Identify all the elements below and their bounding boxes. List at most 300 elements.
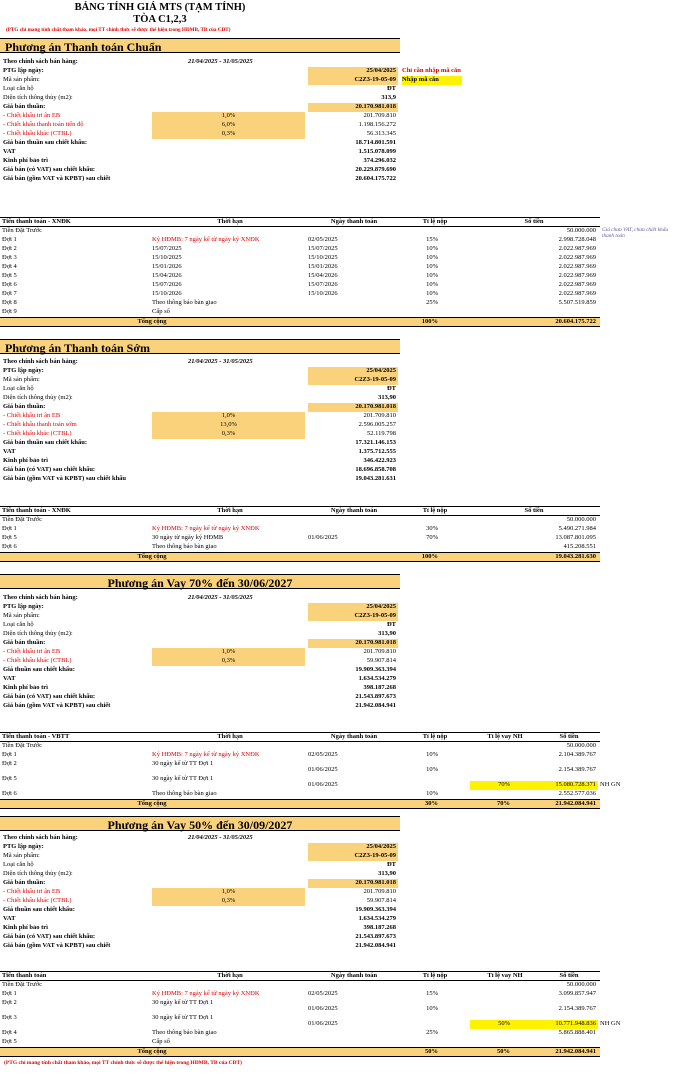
column-header: Tỉ lệ vay NH: [487, 972, 523, 979]
row-label: Loại căn hộ: [3, 621, 34, 628]
column-header: Tỉ lệ nộp: [422, 507, 448, 514]
table-header: [0, 217, 600, 227]
bank-note: NH GN: [600, 1020, 621, 1027]
table-row: [0, 299, 600, 308]
payment-pct: 25%: [426, 1029, 438, 1036]
row-value: 18.714.801.591: [355, 139, 396, 146]
payment-pct: 10%: [426, 272, 438, 279]
installment-name: Đợt 2: [2, 245, 17, 252]
payment-pct: 10%: [426, 290, 438, 297]
installment-term: 30 ngày kể từ TT Đợt 1: [152, 1014, 214, 1021]
summary-row: [0, 76, 673, 85]
bank-note: NH GN: [600, 781, 621, 788]
row-label: Giá bán (gồm VAT và KPBT) sau chiết: [3, 702, 111, 709]
summary-row: [0, 85, 673, 94]
row-label: Diện tích thông thủy (m2):: [3, 870, 73, 877]
payment-date: 02/05/2025: [308, 236, 338, 243]
loan-pct: [470, 1029, 540, 1038]
summary-row: [0, 175, 673, 184]
payment-pct: 10%: [426, 263, 438, 270]
discount-row: [0, 112, 673, 121]
table-row: [0, 263, 600, 272]
discount-amount: 52.119.798: [366, 430, 396, 437]
row-label: PTG lập ngày:: [3, 843, 44, 850]
loan-pct: [470, 766, 540, 775]
total-label: Tổng cộng: [137, 800, 167, 807]
summary-row: [0, 58, 673, 67]
column-header: Tỉ lệ vay NH: [487, 733, 523, 740]
row-label: PTG lập ngày:: [3, 67, 44, 74]
table-row: [0, 775, 621, 790]
row-range: 21/04/2025 - 31/05/2025: [188, 58, 253, 65]
amount: 415.208.551: [563, 543, 596, 550]
total-label: Tổng cộng: [137, 1048, 167, 1055]
discount-pct: 1,0%: [152, 648, 305, 657]
installment-term: Theo thông báo bàn giao: [152, 1029, 217, 1036]
row-label: Giá thuần sau chiết khấu:: [3, 906, 75, 913]
row-value: 25/04/2025: [308, 603, 398, 612]
discount-amount: 56.313.345: [366, 130, 396, 137]
payment-date: 15/10/2026: [308, 290, 338, 297]
row-label: PTG lập ngày:: [3, 367, 44, 374]
row-range: 21/04/2025 - 31/05/2025: [188, 594, 253, 601]
amount: 2.552.577.036: [558, 790, 596, 797]
column-header: Tiến thanh toán: [2, 972, 47, 979]
discount-amount: 59.907.814: [366, 897, 396, 904]
row-label: PTG lập ngày:: [3, 603, 44, 610]
row-label: Giá bán thuần:: [3, 403, 46, 410]
table-row: [0, 290, 600, 299]
installment-name: Đợt 4: [2, 263, 17, 270]
installment-name: Đợt 1: [2, 525, 17, 532]
row-label: Giá bán (có VAT) sau chiết khấu:: [3, 693, 96, 700]
installment-name: Đợt 5: [2, 534, 17, 541]
section-title: Phương án Thanh toán Chuẩn: [0, 38, 400, 53]
amount: [540, 1038, 598, 1047]
table-total: [0, 552, 600, 562]
amount: 2.154.389.767: [558, 1005, 596, 1012]
column-header: Thời hạn: [217, 972, 243, 979]
row-value: 398.187.268: [363, 924, 396, 931]
row-range: 21/04/2025 - 31/05/2025: [188, 358, 253, 365]
column-header: Thời hạn: [217, 218, 243, 225]
column-header: Tỉ lệ nộp: [422, 972, 448, 979]
payment-date: 02/05/2025: [308, 990, 338, 997]
row-value: 374.296.032: [363, 157, 396, 164]
summary-row: [0, 834, 673, 843]
row-label: VAT: [3, 448, 16, 455]
row-value: 1.375.712.555: [358, 448, 396, 455]
discount-pct: 0,3%: [152, 130, 305, 139]
payment-date: 15/10/2025: [308, 254, 338, 261]
page-subtitle: TÒA C1,2,3: [133, 14, 187, 25]
discount-pct: 1,0%: [152, 888, 305, 897]
table-total: [0, 1047, 600, 1057]
discount-row: [0, 430, 673, 439]
table-total: [0, 317, 600, 327]
payment-pct: 10%: [426, 281, 438, 288]
summary-row: [0, 630, 673, 639]
installment-name: Đợt 6: [2, 790, 17, 797]
discount-amount: 2.596.005.257: [358, 421, 396, 428]
column-header: Tiến thanh toán - XNĐK: [2, 218, 71, 225]
discount-row: [0, 130, 673, 139]
installment-name: Đợt 1: [2, 236, 17, 243]
loan-pct: [470, 990, 540, 999]
installment-term: Cấp sổ: [152, 1038, 170, 1045]
row-value: ĐT: [386, 385, 396, 392]
row-value: C2Z3-19-05-09: [308, 376, 398, 385]
installment-term: Ký HĐMB: 7 ngày kể từ ngày ký XNĐK: [152, 236, 260, 243]
table-row: [0, 245, 600, 254]
summary-row: [0, 879, 673, 888]
summary-row: [0, 870, 673, 879]
row-value: 19.909.363.394: [355, 906, 396, 913]
row-label: Mã sản phẩm:: [3, 76, 40, 83]
installment-term: 30 ngày kể từ TT Đợt 1: [152, 760, 214, 767]
installment-term: 30 ngày kể từ TT Đợt 1: [152, 999, 214, 1006]
summary-row: [0, 94, 673, 103]
total-amount: 21.942.084.941: [555, 800, 596, 807]
discount-pct: 0,3%: [152, 897, 305, 906]
side-note: Giá chưa VAT, chưa chiết khấu thanh toán: [602, 227, 668, 240]
row-value: 1.634.534.279: [358, 675, 396, 682]
row-range: 21/04/2025 - 31/05/2025: [188, 834, 253, 841]
table-row: [0, 543, 600, 552]
table-row: [0, 308, 600, 317]
discount-amount: 201.709.810: [363, 112, 396, 119]
installment-name: Đợt 1: [2, 751, 17, 758]
column-header: Số tiền: [524, 218, 544, 225]
discount-row: [0, 657, 673, 666]
installment-name: Đợt 8: [2, 299, 17, 306]
amount: 2.022.987.969: [558, 245, 596, 252]
amount: 50.000.000: [566, 516, 596, 523]
installment-term: Ký HĐMB: 7 ngày kể từ ngày ký XNĐK: [152, 751, 260, 758]
row-value: 21.543.897.673: [355, 933, 396, 940]
row-label: Giá bán thuần:: [3, 879, 46, 886]
row-value: 17.321.146.153: [355, 439, 396, 446]
row-label: Giá bán thuần sau chiết khấu:: [3, 139, 87, 146]
installment-name: Tiền Đặt Trước: [2, 742, 42, 749]
summary-row: [0, 439, 673, 448]
discount-label: - Chiết khấu tri ân EB: [3, 112, 61, 119]
amount: 2.022.987.969: [558, 254, 596, 261]
section-standard-payment: [0, 38, 673, 53]
installment-term: 30 ngày kể từ TT Đợt 1: [152, 775, 214, 782]
row-label: Mã sản phẩm:: [3, 376, 40, 383]
row-label: Theo chính sách bán hàng:: [3, 58, 78, 65]
column-header: Thời hạn: [217, 507, 243, 514]
row-label: Mã sản phẩm:: [3, 612, 40, 619]
discount-pct: 0,3%: [152, 657, 305, 666]
loan-pct: [470, 981, 540, 990]
loan-pct: [470, 790, 540, 799]
loan50-schedule-table: [0, 971, 673, 1057]
summary-row: [0, 684, 673, 693]
amount: 2.022.987.969: [558, 290, 596, 297]
column-header: Ngày thanh toán: [330, 507, 378, 514]
row-label: Theo chính sách bán hàng:: [3, 834, 78, 841]
discount-label: - Chiết khấu khác (CTBL): [3, 430, 72, 437]
amount: 2.022.987.969: [558, 263, 596, 270]
section-early-payment: [0, 339, 673, 354]
row-value: 1.634.534.279: [358, 915, 396, 922]
section-loan-50: [0, 816, 673, 831]
summary-row: [0, 639, 673, 648]
row-label: VAT: [3, 675, 16, 682]
payment-date: 02/05/2025: [308, 751, 338, 758]
row-value: 19.909.363.394: [355, 666, 396, 673]
installment-term: 15/07/2026: [152, 281, 182, 288]
row-value: C2Z3-19-05-09: [308, 76, 398, 85]
section-title: Phương án Vay 50% đến 30/09/2027: [0, 816, 400, 831]
loan-pct: [470, 751, 540, 760]
payment-date: 01/06/2025: [308, 766, 338, 773]
amount: 50.000.000: [566, 981, 596, 988]
table-row: [0, 790, 600, 799]
summary-row: [0, 666, 673, 675]
early-schedule-table: [0, 506, 673, 562]
discount-label: - Chiết khấu thanh toán sớm: [3, 421, 77, 428]
discount-row: [0, 897, 673, 906]
total-loan: 50%: [497, 1048, 510, 1055]
summary-row: [0, 466, 673, 475]
summary-row: [0, 915, 673, 924]
installment-name: Tiền Đặt Trước: [2, 981, 42, 988]
table-row: [0, 525, 600, 534]
table-row: [0, 742, 600, 751]
row-value: 25/04/2025: [308, 843, 398, 852]
section-loan-70: [0, 574, 673, 589]
installment-name: Đợt 3: [2, 1014, 17, 1021]
loan-pct: 50%: [470, 1020, 540, 1029]
table-row: [0, 751, 600, 760]
row-value: 19.043.281.631: [355, 475, 396, 482]
discount-row: [0, 421, 673, 430]
row-note: Chỉ cần nhập mã căn: [402, 67, 461, 74]
discount-label: - Chiết khấu thanh toán tiến độ: [3, 121, 84, 128]
discount-amount: 1.198.156.272: [358, 121, 396, 128]
installment-name: Tiền Đặt Trước: [2, 227, 42, 234]
amount: 15.080.728.371: [540, 781, 598, 790]
table-total: [0, 799, 600, 809]
row-value: C2Z3-19-05-09: [308, 612, 398, 621]
row-value: 20.170.981.018: [308, 639, 398, 648]
table-row: [0, 1029, 600, 1038]
row-value: C2Z3-19-05-09: [308, 852, 398, 861]
amount: 2.022.987.969: [558, 281, 596, 288]
discount-amount: 59.907.814: [366, 657, 396, 664]
total-pct: 100%: [421, 553, 438, 560]
table-row: [0, 236, 600, 245]
total-pct: 50%: [425, 1048, 438, 1055]
installment-name: Đợt 1: [2, 990, 17, 997]
summary-row: [0, 603, 673, 612]
row-label: Theo chính sách bán hàng:: [3, 594, 78, 601]
installment-term: 15/01/2026: [152, 263, 182, 270]
installment-name: Đợt 7: [2, 290, 17, 297]
installment-term: 30 ngày từ ngày ký HĐMB: [152, 534, 224, 541]
row-label: Giá bán thuần:: [3, 103, 46, 110]
section-title: Phương án Vay 70% đến 30/06/2027: [0, 574, 400, 589]
row-label: Giá bán (gồm VAT và KPBT) sau chiết: [3, 942, 111, 949]
amount: 2.154.389.767: [558, 766, 596, 773]
discount-label: - Chiết khấu tri ân EB: [3, 412, 61, 419]
row-value: 25/04/2025: [308, 67, 398, 76]
discount-pct: 13,0%: [152, 421, 305, 430]
row-value: 398.187.268: [363, 684, 396, 691]
column-header: Ngày thanh toán: [330, 972, 378, 979]
row-label: Mã sản phẩm:: [3, 852, 40, 859]
footer-disclaimer: (PTG chỉ mang tính chất tham khảo, mọi TT chính thức sẽ được thể hiện trong HĐMB, TB của CĐT): [4, 1060, 242, 1066]
column-header: Tỉ lệ nộp: [422, 218, 448, 225]
total-pct: 100%: [421, 318, 438, 325]
table-row: [0, 227, 600, 236]
row-value: 21.942.084.941: [355, 942, 396, 949]
discount-label: - Chiết khấu khác (CTBL): [3, 897, 72, 904]
summary-row: [0, 702, 673, 711]
row-label: Kinh phí bảo trì: [3, 457, 48, 464]
payment-pct: 10%: [426, 254, 438, 261]
summary-row: [0, 139, 673, 148]
early-summary: [0, 358, 673, 484]
disclaimer: (PTG chỉ mang tính chất tham khảo, mọi TT chính thức sẽ được thể hiện trong HĐMB, TB của CĐT): [6, 27, 231, 33]
total-label: Tổng cộng: [137, 553, 167, 560]
payment-pct: 15%: [426, 990, 438, 997]
row-label: Giá thuần sau chiết khấu:: [3, 666, 75, 673]
summary-row: [0, 843, 673, 852]
discount-pct: 0,3%: [152, 430, 305, 439]
table-header: [0, 732, 600, 742]
column-header: Tiến thanh toán - VBTT: [2, 733, 70, 740]
discount-amount: 201.709.810: [363, 888, 396, 895]
amount: [470, 308, 598, 317]
payment-date: 01/06/2025: [308, 781, 338, 788]
loan-pct: [470, 1005, 540, 1014]
row-value: 20.170.981.018: [308, 879, 398, 888]
discount-row: [0, 121, 673, 130]
summary-row: [0, 675, 673, 684]
installment-name: Đợt 5: [2, 1038, 17, 1045]
row-value: 20.170.981.018: [308, 403, 398, 412]
loan-pct: [470, 1038, 540, 1047]
standard-schedule-table: [0, 217, 673, 327]
payment-date: 01/06/2025: [308, 534, 338, 541]
installment-term: 15/10/2026: [152, 290, 182, 297]
payment-pct: 10%: [426, 245, 438, 252]
discount-label: - Chiết khấu khác (CTBL): [3, 130, 72, 137]
amount: 5.507.519.859: [558, 299, 596, 306]
column-header: Số tiền: [559, 733, 579, 740]
table-row: [0, 254, 600, 263]
discount-row: [0, 412, 673, 421]
row-value: 20.229.879.690: [355, 166, 396, 173]
row-label: Diện tích thông thủy (m2):: [3, 394, 73, 401]
row-label: Loại căn hộ: [3, 861, 34, 868]
installment-name: Đợt 2: [2, 760, 17, 767]
amount: 50.000.000: [566, 227, 596, 234]
total-amount: 20.604.175.722: [555, 318, 596, 325]
summary-row: [0, 475, 673, 484]
summary-row: [0, 612, 673, 621]
loan-pct: [470, 742, 540, 751]
loan70-summary: [0, 594, 673, 711]
payment-pct: 10%: [426, 751, 438, 758]
row-value: 1.515.078.099: [358, 148, 396, 155]
table-row: [0, 1038, 600, 1047]
row-value: 313,90: [378, 630, 396, 637]
summary-row: [0, 594, 673, 603]
summary-row: [0, 394, 673, 403]
table-row: [0, 760, 600, 775]
summary-row: [0, 103, 673, 112]
summary-row: [0, 924, 673, 933]
summary-row: [0, 367, 673, 376]
discount-amount: 201.709.810: [363, 412, 396, 419]
loan-pct: 70%: [470, 781, 540, 790]
installment-name: Đợt 5: [2, 272, 17, 279]
installment-name: Tiền Đặt Trước: [2, 516, 42, 523]
installment-name: Đợt 6: [2, 281, 17, 288]
summary-row: [0, 358, 673, 367]
table-row: [0, 272, 600, 281]
column-header: Tỉ lệ nộp: [422, 733, 448, 740]
amount: 2.998.728.048: [558, 236, 596, 243]
summary-row: [0, 906, 673, 915]
installment-term: Theo thông báo bàn giao: [152, 543, 217, 550]
payment-pct: 10%: [426, 790, 438, 797]
summary-row: [0, 933, 673, 942]
table-row: [0, 516, 600, 525]
summary-row: [0, 942, 673, 951]
payment-date: 15/01/2026: [308, 263, 338, 270]
installment-name: Đợt 4: [2, 1029, 17, 1036]
total-amount: 21.942.084.941: [555, 1048, 596, 1055]
table-row: [0, 1014, 621, 1029]
row-label: Kinh phí bảo trì: [3, 924, 48, 931]
row-label: Giá bán thuần:: [3, 639, 46, 646]
installment-name: Đợt 5: [2, 775, 17, 782]
row-label: Diện tích thông thủy (m2):: [3, 630, 73, 637]
total-loan: 70%: [497, 800, 510, 807]
row-label: VAT: [3, 148, 16, 155]
installment-name: Đợt 3: [2, 254, 17, 261]
installment-term: Ký HĐMB: 7 ngày kể từ ngày ký XNĐK: [152, 525, 260, 532]
table-row: [0, 281, 600, 290]
row-label: Theo chính sách bán hàng:: [3, 358, 78, 365]
column-header: Số tiền: [559, 972, 579, 979]
row-label: Loại căn hộ: [3, 385, 34, 392]
payment-date: 01/06/2025: [308, 1020, 338, 1027]
summary-row: [0, 67, 673, 76]
amount: 5.490.271.984: [558, 525, 596, 532]
row-label: Kinh phí bảo trì: [3, 157, 48, 164]
total-pct: 30%: [425, 800, 438, 807]
column-header: Ngày thanh toán: [330, 733, 378, 740]
column-header: Số tiền: [524, 507, 544, 514]
row-label: Giá bán (có VAT) sau chiết khấu:: [3, 933, 96, 940]
total-label: Tổng cộng: [137, 318, 167, 325]
summary-row: [0, 385, 673, 394]
payment-pct: 10%: [426, 1005, 438, 1012]
table-header: [0, 506, 600, 516]
payment-date: 15/04/2026: [308, 272, 338, 279]
row-value: 18.696.858.708: [355, 466, 396, 473]
standard-summary: [0, 58, 673, 184]
row-label: Loại căn hộ: [3, 85, 34, 92]
summary-row: [0, 852, 673, 861]
